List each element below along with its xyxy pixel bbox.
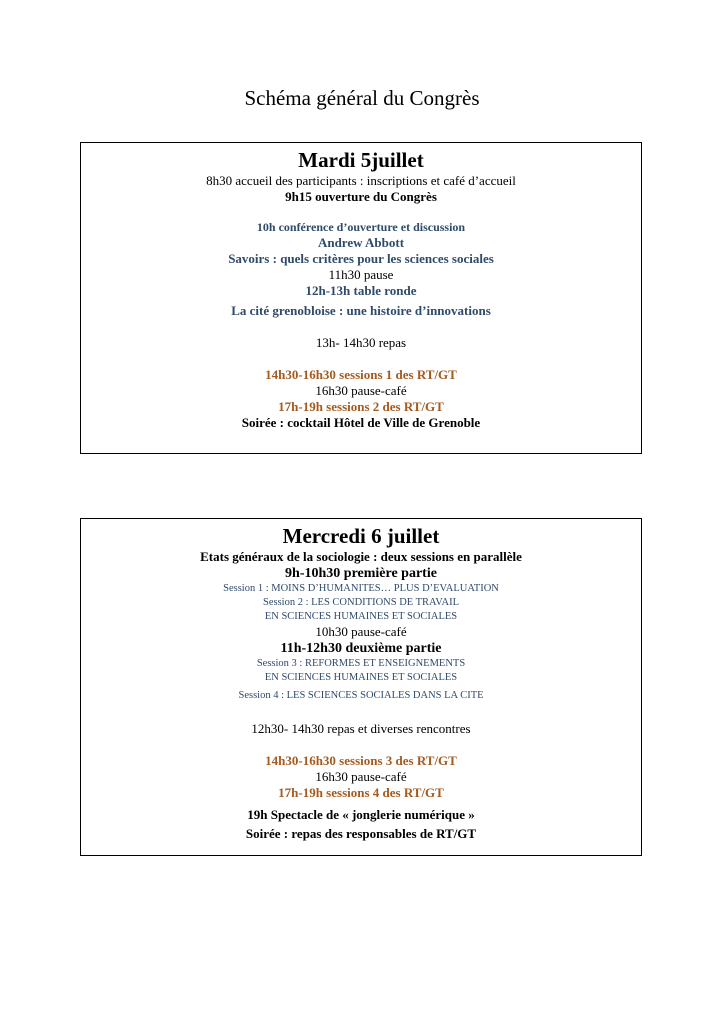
schedule-line: 10h30 pause-café (315, 624, 407, 639)
schedule-line: 13h- 14h30 repas (315, 335, 407, 350)
day-heading: Mardi 5juillet (298, 148, 424, 172)
schedule-line: Soirée : repas des responsables de RT/GT (245, 826, 477, 841)
schedule-line: 9h-10h30 première partie (285, 566, 437, 581)
schedule-line: 14h30-16h30 sessions 3 des RT/GT (265, 753, 457, 768)
schedule-line: 12h-13h table ronde (305, 283, 417, 298)
session-label: Session 3 : (256, 658, 303, 669)
session-title: LES SCIENCES SOCIALES DANS LA CITE (284, 690, 484, 701)
schedule-line: 19h Spectacle de « jonglerie numérique » (247, 807, 475, 822)
schedule-line: 12h30- 14h30 repas et diverses rencontres (251, 721, 471, 736)
schedule-line: 16h30 pause-café (315, 383, 407, 398)
session-label: Session 4 : (238, 690, 284, 701)
schedule-line: 9h15 ouverture du Congrès (285, 189, 437, 204)
schedule-line: 14h30-16h30 sessions 1 des RT/GT (265, 367, 457, 382)
schedule-line: Soirée : cocktail Hôtel de Ville de Grenoble (241, 415, 481, 430)
schedule-line: 11h30 pause (328, 267, 394, 282)
day-box-tuesday (80, 142, 642, 454)
session-title: REFORMES ET ENSEIGNEMENTS (302, 658, 466, 669)
speaker-name: Andrew Abbott (317, 235, 405, 250)
schedule-line: 10h conférence d’ouverture et discussion (256, 220, 466, 234)
session-line: EN SCIENCES HUMAINES ET SOCIALES (264, 611, 458, 622)
session-line: EN SCIENCES HUMAINES ET SOCIALES (264, 672, 458, 683)
schedule-line: 8h30 accueil des participants : inscriptions et café d’accueil (206, 173, 516, 188)
session-label: Session 2 : (262, 597, 309, 608)
schedule-line: 16h30 pause-café (315, 769, 407, 784)
session-label: Session 1 : (223, 583, 269, 594)
schedule-line: 11h-12h30 deuxième partie (280, 641, 442, 656)
schedule-line: Savoirs : quels critères pour les sciences sociales (228, 251, 494, 266)
schedule-line: 17h-19h sessions 4 des RT/GT (278, 785, 444, 800)
session-line (81, 596, 641, 610)
session-line (81, 582, 641, 596)
day-heading: Mercredi 6 juillet (282, 524, 440, 548)
schedule-line: 17h-19h sessions 2 des RT/GT (278, 399, 444, 414)
session-title: MOINS D’HUMANITES… PLUS D’EVALUATION (268, 583, 499, 594)
day-box-wednesday (80, 518, 642, 856)
session-line (81, 657, 641, 671)
page-title: Schéma général du Congrès (244, 86, 480, 110)
schedule-line: Etats généraux de la sociologie : deux sessions en parallèle (200, 549, 522, 564)
session-title: LES CONDITIONS DE TRAVAIL (308, 597, 460, 608)
schedule-line: La cité grenobloise : une histoire d’innovations (231, 303, 491, 318)
session-line (81, 689, 641, 703)
